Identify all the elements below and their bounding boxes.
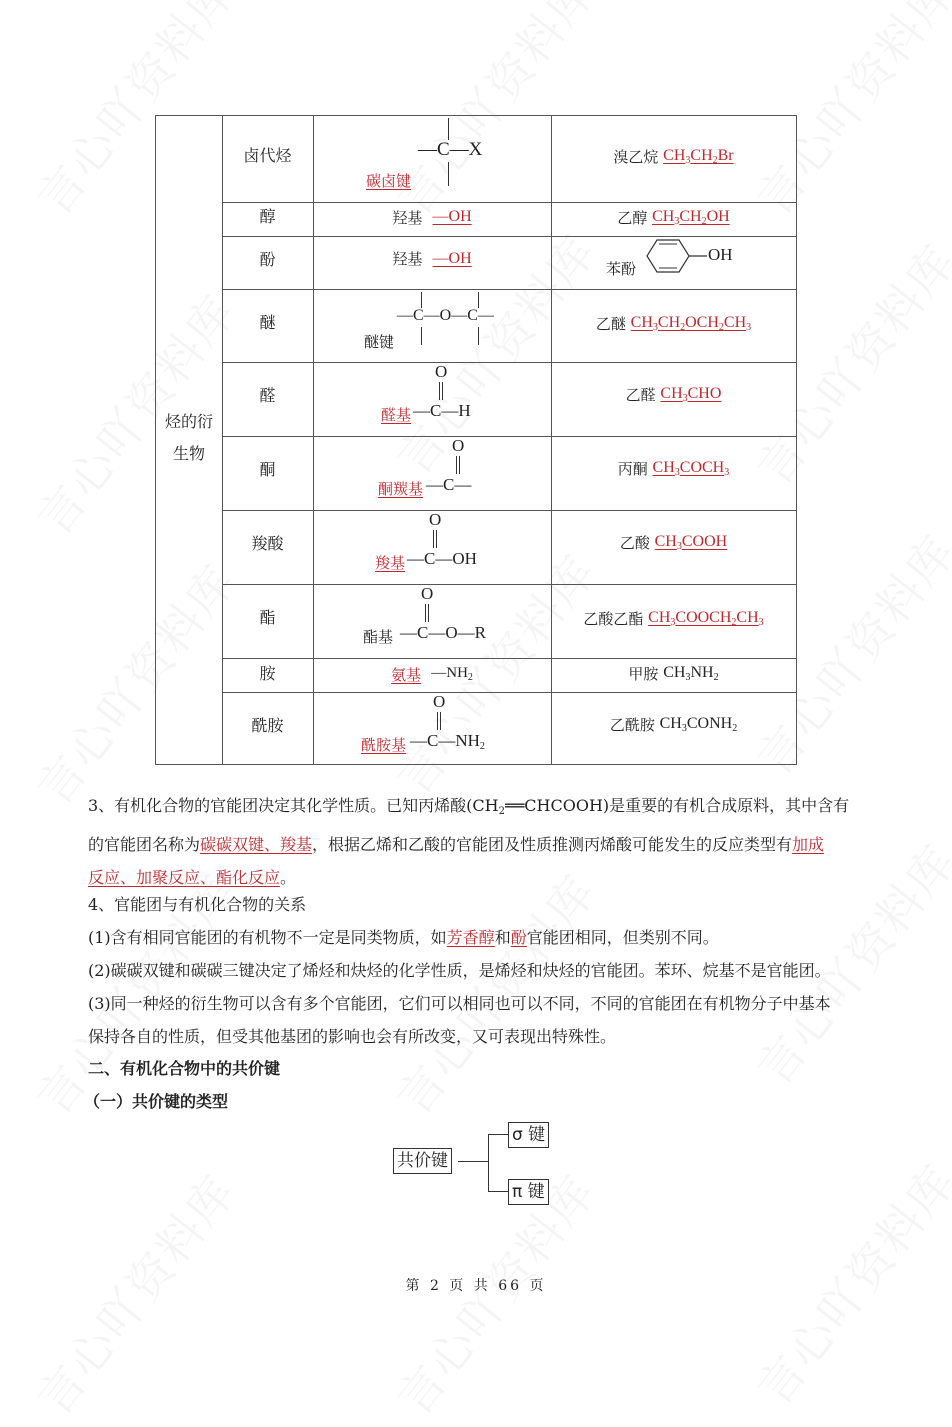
example-acetaldehyde: 乙醛 $CH_3CHO$ (625, 384, 722, 404)
structure-haloalkane: —C—X 碳卤键 (313, 116, 551, 202)
answer-phenol: 酚 (510, 928, 527, 947)
class-cell: 羧酸 (251, 533, 284, 553)
benzene-ring-icon (637, 238, 747, 274)
answer-reaction-types: 反应、加聚反应、酯化反应 (88, 868, 281, 887)
answer-ketone-carbonyl: 酮羰基 (378, 480, 424, 498)
class-cell: 胺 (259, 663, 276, 683)
structure-amine: 氨基 $—NH_2$ (391, 665, 473, 684)
answer-aromatic-alcohol: 芳香醇 (446, 928, 495, 947)
structure-phenol: 羟基 —OH (392, 249, 472, 268)
answer-hydroxyl: —OH (432, 208, 472, 225)
root-box: 共价键 (393, 1148, 452, 1174)
structure-ester: O 酯基 —C—O—R (363, 584, 486, 646)
example-acetamide: 乙酰胺 $CH_3CONH_2$ (609, 714, 738, 734)
structure-aldehyde: O 醛基 —C—H (381, 362, 471, 424)
answer-hydroxyl: —OH (432, 249, 472, 267)
answer-carboxyl: 羧基 (375, 554, 406, 572)
structure-amide: O 酰胺基 $—C—NH_2$ (361, 692, 485, 754)
page-footer: 第 2 页 共 66 页 (405, 1278, 547, 1294)
example-ethyl-acetate: 乙酸乙酯 $CH_3COOCH_2CH_3$ (583, 608, 764, 628)
functional-group-table (155, 115, 797, 765)
structure-alcohol: 羟基 —OH (392, 208, 472, 227)
class-cell: 酚 (259, 249, 276, 269)
class-cell: 醛 (259, 385, 276, 405)
example-acetone: 丙酮 $CH_3COCH_3$ (617, 458, 730, 478)
class-cell: 卤代烃 (243, 146, 292, 165)
section-title: 二、有机化合物中的共价键 (88, 1059, 281, 1078)
example-bromoethane: 溴乙烷 $CH_3CH_2Br$ (613, 146, 734, 166)
structure-carboxylic-acid: O 羧基 —C—OH (375, 510, 477, 572)
structure-ether: —C—O—C— 醚键 (313, 289, 551, 362)
sigma-bond-box: σ 键 (508, 1122, 549, 1148)
svg-text:OH: OH (708, 245, 733, 264)
answer-aldehyde-group: 醛基 (381, 406, 412, 424)
example-ethanol: 乙醇 $CH_3CH_2OH$ (617, 207, 730, 227)
answer-amino: 氨基 (391, 665, 422, 684)
paragraph-4: 4、官能团与有机化合物的关系 (1)含有相同官能团的有机物不一定是同类物质，如芳香醇和酚官能团相同，但类别不同。 (2)碳碳双键和碳碳三键决定了烯烃和炔烃的化学性质，是烯烃和炔烃的官能团。苯环、烷基不是官能团。 (3)同一种烃的衍生物可以含有多个官能团，它们可以相同也可以不同，不同的官能团在有机物分子中基本 保持各自的性质，但受其他基团的影响也会有所改变，又可表现出特殊性。 (88, 888, 868, 1053)
example-acetic-acid: 乙酸 $CH_3COOH$ (619, 532, 728, 552)
answer-halogen-bond: 碳卤键 (366, 172, 412, 190)
class-cell: 醚 (259, 312, 276, 332)
answer-acrylic-groups: 碳碳双键、羧基 (200, 835, 313, 854)
answer-amide-group: 酰胺基 (361, 736, 407, 754)
structure-ketone: O 酮羰基 —C— (378, 436, 472, 498)
group-label (156, 406, 222, 470)
group-label-line2: 生物 (172, 444, 205, 463)
class-cell: 醇 (259, 206, 276, 226)
section-subtitle: （一）共价键的类型 (84, 1092, 229, 1111)
paragraph-3: 3、有机化合物的官能团决定其化学性质。已知丙烯酸$(CH_2══CHCOOH)$是重要的有机合成原料，其中含有 的官能团名称为碳碳双键、羧基，根据乙烯和乙酸的官能团及性质推测丙烯酸可能发生的反应类型有加成 反应、加聚反应、酯化反应。 (88, 796, 850, 887)
class-cell: 酰胺 (251, 715, 284, 735)
example-ether: 乙醚 $CH_3CH_2OCH_2CH_3$ (595, 313, 752, 333)
pi-bond-box: π 键 (508, 1179, 549, 1205)
group-label-line1: 烃的衍 (164, 412, 213, 431)
class-cell: 酮 (259, 459, 276, 479)
example-methylamine: 甲胺 $CH_3NH_2$ (628, 663, 719, 683)
example-phenol: 苯酚 OH (551, 236, 796, 289)
class-cell: 酯 (259, 607, 276, 627)
section-heading-4: 4、官能团与有机化合物的关系 (88, 895, 307, 914)
